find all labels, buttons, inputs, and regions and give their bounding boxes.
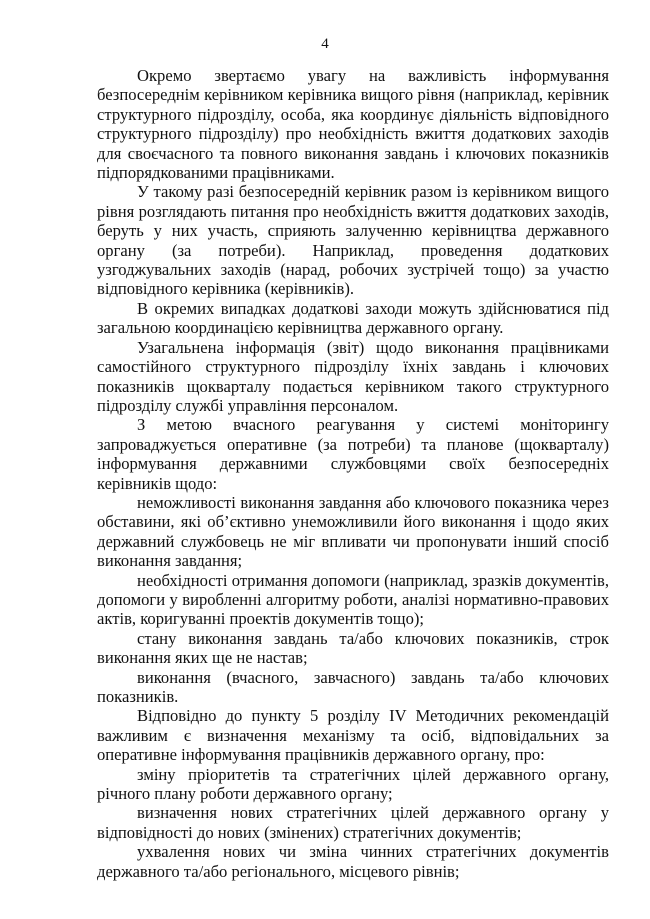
paragraph-attention-to-informing: Окремо звертаємо увагу на важливість інформування безпосереднім керівником керівника вищого рівня (наприклад, керівник структурного підрозділу, особа, яка координує діяльність відповідного структурного підрозділу) про необхідність вжиття додаткових заходів для своєчасного та повного виконання завдань і ключових показників підпорядкованими працівниками.	[97, 66, 609, 183]
paragraph-quarterly-report: Узагальнена інформація (звіт) щодо виконання працівниками самостійного структурного підрозділу їхніх завдань і ключових показників щокварталу подається керівником такого структурного підрозділу службі управління персоналом.	[97, 337, 609, 415]
list-item-status: стану виконання завдань та/або ключових показників, строк виконання яких ще не настав;	[97, 628, 609, 668]
list-item-new-documents: ухвалення нових чи зміна чинних стратегічних документів державного та/або регіонального, місцевого рівнів;	[97, 842, 609, 881]
list-item-need-for-help: необхідності отримання допомоги (наприклад, зразків документів, допомоги у виробленні алгоритму роботи, аналізі нормативно-правових актів, коригуванні проектів документів тощо);	[97, 570, 609, 629]
list-item-impossibility: неможливості виконання завдання або ключового показника через обставини, які об’єктивно унеможливили його виконання і щодо яких державний службовець не міг впливати чи пропонувати інший спосіб виконання завдання;	[97, 492, 609, 571]
paragraph-methodical-recommendations: Відповідно до пункту 5 розділу IV Методичних рекомендацій важливим є визначення механізму та осіб, відповідальних за оперативне інформування працівників державного органу, про:	[97, 706, 609, 765]
list-item-completion: виконання (вчасного, завчасного) завдань та/або ключових показників.	[97, 667, 609, 706]
list-item-priorities-change: зміну пріоритетів та стратегічних цілей державного органу, річного плану роботи державного органу;	[97, 764, 609, 804]
list-item-new-goals: визначення нових стратегічних цілей державного органу у відповідності до нових (змінених) стратегічних документів;	[97, 803, 609, 842]
document-body	[97, 66, 609, 881]
paragraph-joint-review: У такому разі безпосередній керівник разом із керівником вищого рівня розглядають питання про необхідність вжиття додаткових заходів, беруть у них участь, сприяють залученню керівництва державного органу (за потреби). Наприклад, проведення додаткових узгоджувальних заходів (нарад, робочих зустрічей тощо) за участю відповідного керівника (керівників).	[97, 182, 609, 299]
paragraph-monitoring-system: З метою вчасного реагування у системі моніторингу запроваджується оперативне (за потреби) та планове (щокварталу) інформування державними службовцями своїх безпосередніх керівників щодо:	[97, 415, 609, 493]
paragraph-general-coordination: В окремих випадках додаткові заходи можуть здійснюватися під загальною координацією керівництва державного органу.	[97, 298, 609, 338]
page-number: 4	[321, 36, 329, 52]
